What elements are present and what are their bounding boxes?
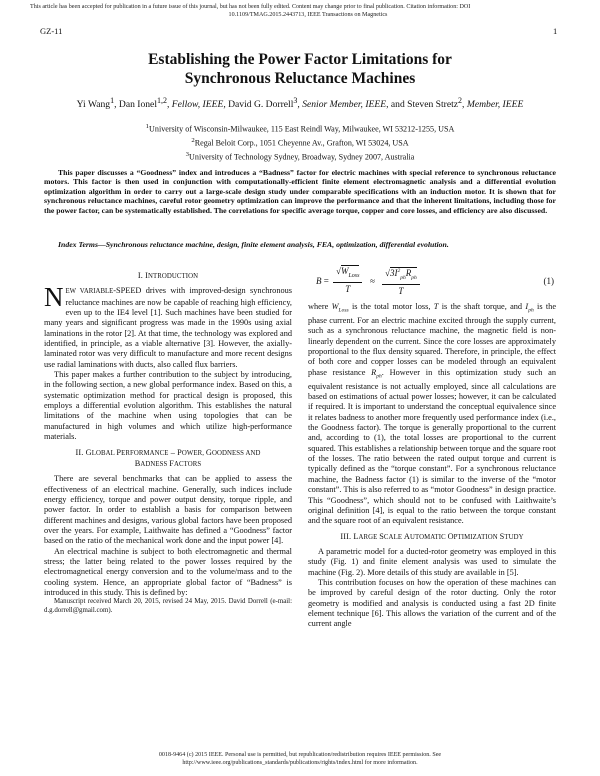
affiliation-line: $^2$Regal Beloit Corp., 1051 Cheyenne Av., Grafton, WI 53024, USA <box>191 136 409 148</box>
index-terms <box>44 240 556 249</box>
author-sup: 2 <box>458 96 463 105</box>
publication-notice <box>30 4 586 19</box>
page-code: GZ-11 <box>40 26 63 36</box>
section2-paragraph-2: An electrical machine is subject to both electromagnetic and thermal stress; the latter being related to the power losses required by the electromagnetical energy conversion and to the volume/mass and to the cooling system. Hence, an appropriate global factor of “Badness” is introduced in this study. This is defined by: <box>44 546 292 597</box>
section2-paragraph-1: There are several benchmarks that can be applied to assess the effectiveness of an electrical machine. Generally, such indices include energy efficiency, torque and power output density, torque ripple, and power factor. In order to establish a basis for comparison between different machines and designs, various global factors have been proposed over the years. For example, Laithwaite has defined a “Goodness” factor based on the ratio of the mechanical work done and the input power [4]. <box>44 474 292 546</box>
affiliations <box>60 121 540 163</box>
equation-fraction-1: $√W_{Loss}$ T <box>333 266 362 294</box>
author-name: Dan Ionel <box>118 99 157 111</box>
copyright-notice <box>60 752 540 767</box>
affiliation-line: $^1$University of Wisconsin-Milwaukee, 115 East Reindl Way, Milwaukee, WI 53212-1255, USA <box>145 123 455 134</box>
drop-cap: N <box>44 282 64 313</box>
affiliation-line: $^3$University of Technology Sydney, Broadway, Sydney 2007, Australia <box>185 150 415 162</box>
page-number: 1 <box>553 26 558 36</box>
publication-notice-line1: This article has been accepted for publication in a future issue of this journal, but has not been fully edited. Content may change prior to final publication. Citation information: DOI <box>30 4 471 10</box>
author-role: Senior Member, IEEE <box>302 99 387 111</box>
abstract: This paper discusses a “Goodness” index and introduces a “Badness” factor for electric machines with special reference to synchronous reluctance motors. This factor is then used in conjunction with computationally-efficient finite element electromagnetic analysis and a differential evolution optimization algorithm in order to carry out a large-scale design study under comparable specifications with an induction motor. It is shown that for synchronous reluctance machines, careful rotor geometry optimization can improve the performance and that the inherent limitations, including those for the power factor, can be systematically established. The correlations for specific average torque, copper and core losses, and efficiency are also discussed. <box>44 168 556 215</box>
author-name: Yi Wang <box>76 99 111 111</box>
right-column <box>308 266 556 630</box>
author-sup: 1 <box>110 96 115 105</box>
section3-paragraph-1: A parametric model for a ducted-rotor geometry was employed in this study (Fig. 1) and finite element analysis was used to simulate the machine (Fig. 2). More details of this study are available in [5]. <box>308 546 556 577</box>
author-name: David G. Dorrell <box>228 99 294 111</box>
title-line-1: Establishing the Power Factor Limitations for <box>148 51 452 68</box>
title-line-2: Synchronous Reluctance Machines <box>184 70 416 87</box>
equation-approx: ≈ <box>370 276 375 286</box>
equation-fraction-2: $√3I^2_{ph}R_{ph}$ T <box>382 266 420 296</box>
author-sup: 3 <box>293 96 298 105</box>
footnote: Manuscript received March 20, 2015, revised 24 May, 2015. David Dorrell (e-mail: d.g.dorrell@gmail.com). <box>44 598 292 614</box>
author-sup: 1,2 <box>157 96 167 105</box>
copyright-line-1: 0018-9464 (c) 2015 IEEE. Personal use is permitted, but republication/redistribution requires IEEE permission. See <box>158 752 442 758</box>
index-terms-label: Index Terms <box>58 240 98 249</box>
intro-paragraph-1: NEW VARIABLE-SPEED drives with improved-design synchronous reluctance machines are now be capable of reaching high efficiency, even up to the IE4 level [1]. Such machines have been studied for many years and significant progress was made in the 1990s using axial laminations in the rotor [2]. At that time, the technology was explored and identified, in principle, as a viable alternative [3]. However, the axially-laminated rotor was very difficult to manufacture and more recent designs use radial laminations with ducts, also called flux barriers. <box>44 282 292 369</box>
section-heading-introduction: I. INTRODUCTION <box>137 271 199 280</box>
equation-explanation: where $W_{Loss}$ is the total motor loss, T is the shaft torque, and $I_{ph}$ is the phase current. For an electric machine excited through the supply current, such as a synchronous reluctance machine, the magnetic field is non-linearly dependent on the current. Since the core losses are approximately proportional to the flux density squared. Therefore, in principle, the effect of both core and copper losses can be modeled through an equivalent phase resistance $R_{ph}$. However in this optimization study such an equivalent resistance is not actually employed, since all calculations are based on estimations of actual power losses; however, it can be calculated if required. It is important to understand the conceptual equivalence since it relates badness to another more frequently used performance index (i.e., the Goodness factor). The torque is generally proportional to the current and, according to (1), the total losses are proportional to the current squared. This establishes a relationship between torque and the square root of the losses. The ratio between the rated output torque and current is typically defined as the “torque constant”. For a synchronous reluctance machine, the Badness factor (1) is similar to the inverse of the “motor constant”. This is also referred to as “motor Goodness” in design practice. This “Goodness”, which should not to be confused with Laithwaite’s original definition [4], is equal to the ratio between the torque constant and the square root of an equivalent resistance. <box>308 302 557 526</box>
author-role: Member, IEEE <box>466 99 524 111</box>
equation-1 <box>308 266 556 296</box>
author-list: Yi Wang$^1$, Dan Ionel$^{1,2}$, Fellow, IEEE, David G. Dorrell$^3$, Senior Member, IEEE, and Steven Stretz$^2$, Member, IEEE <box>76 96 524 111</box>
equation-lhs: B = <box>316 276 329 286</box>
left-column <box>44 266 292 615</box>
intro-paragraph-2: This paper makes a further contribution to the subject by introducing, in the following section, a new global performance index. Based on this, a systematic optimization method for practical design is proposed, this employs a differential evolution algorithm. This establishes the natural limitations of the machine when using topologies that can be manufactured in high volumes and which utilize high-performance materials. <box>44 370 292 442</box>
section-heading-optimization-study: III. LARGE SCALE AUTOMATIC OPTIMIZATION STUDY <box>340 531 524 541</box>
index-terms-text: —Synchronous reluctance machine, design, finite element analysis, FEA, optimization, differential evolution. <box>97 240 449 249</box>
copyright-line-2: http://www.ieee.org/publications_standards/publications/rights/index.html for more information. <box>182 759 418 766</box>
section3-paragraph-2: This contribution focuses on how the operation of these machines can be improved by careful design of the rotor ducting. Only the rotor geometry is modified and analysis is conducted using a fast 2D finite element technique [6]. This allows the variation of the current and of the current angle <box>308 577 556 629</box>
author-name: and Steven Stretz <box>390 99 459 111</box>
section-heading-global-performance: II. GLOBAL PERFORMANCE – POWER, GOODNESS AND BADNESS FACTORS <box>75 447 261 468</box>
equation-number: (1) <box>543 276 554 286</box>
paper-title <box>60 50 540 88</box>
author-role: Fellow, IEEE <box>171 99 224 111</box>
publication-notice-line2: 10.1109/TMAG.2015.2443713, IEEE Transactions on Magnetics <box>228 11 388 18</box>
